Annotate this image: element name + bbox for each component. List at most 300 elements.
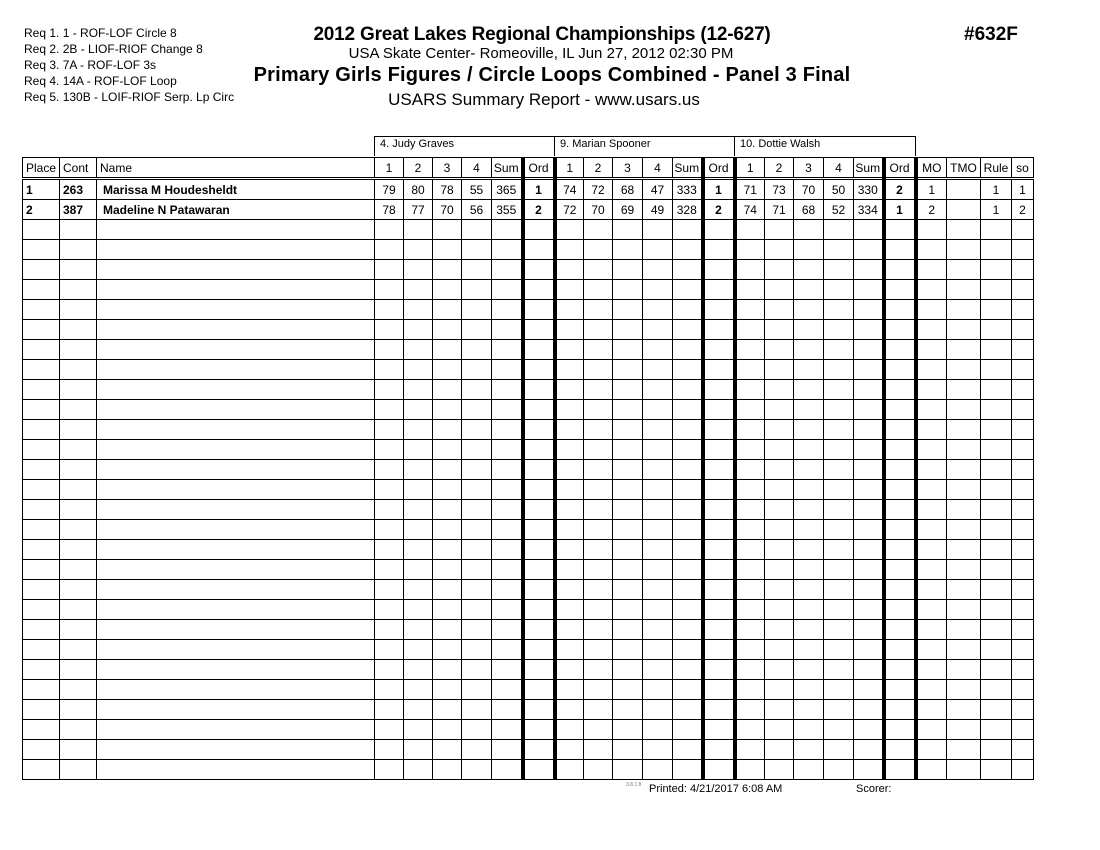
empty-cell: [584, 480, 613, 500]
empty-cell: [884, 540, 916, 560]
empty-cell: [462, 680, 492, 700]
empty-cell: [555, 520, 584, 540]
empty-cell: [97, 540, 375, 560]
empty-cell: [673, 480, 703, 500]
empty-cell: [60, 720, 97, 740]
empty-table-row: [23, 740, 1034, 760]
empty-cell: [824, 380, 854, 400]
empty-cell: [673, 340, 703, 360]
empty-cell: [433, 680, 462, 700]
empty-cell: [947, 220, 981, 240]
empty-cell: [643, 400, 673, 420]
empty-cell: [555, 480, 584, 500]
empty-cell: [523, 280, 555, 300]
empty-cell: [884, 520, 916, 540]
empty-cell: [765, 700, 794, 720]
empty-cell: [60, 740, 97, 760]
empty-cell: [794, 440, 824, 460]
empty-cell: [433, 520, 462, 540]
empty-cell: [613, 320, 643, 340]
empty-cell: [947, 300, 981, 320]
empty-cell: [884, 580, 916, 600]
empty-cell: [765, 620, 794, 640]
empty-cell: [916, 240, 947, 260]
empty-cell: [23, 440, 60, 460]
empty-cell: [1012, 560, 1034, 580]
empty-cell: [643, 320, 673, 340]
empty-cell: [673, 420, 703, 440]
empty-cell: [703, 260, 735, 280]
empty-cell: [555, 760, 584, 780]
empty-cell: [643, 720, 673, 740]
empty-cell: [765, 340, 794, 360]
empty-cell: [916, 580, 947, 600]
empty-cell: [523, 400, 555, 420]
empty-cell: [555, 400, 584, 420]
empty-cell: [1012, 260, 1034, 280]
empty-cell: [462, 300, 492, 320]
empty-cell: [555, 280, 584, 300]
empty-cell: [916, 740, 947, 760]
empty-cell: [60, 220, 97, 240]
judge-3-score-3-cell: 70: [794, 179, 824, 200]
empty-cell: [643, 300, 673, 320]
empty-cell: [765, 600, 794, 620]
empty-cell: [1012, 580, 1034, 600]
empty-cell: [981, 440, 1012, 460]
judge-1-score-4-cell: 56: [462, 200, 492, 220]
empty-cell: [23, 460, 60, 480]
empty-cell: [462, 480, 492, 500]
report-title: USARS Summary Report - www.usars.us: [388, 90, 700, 109]
empty-cell: [433, 340, 462, 360]
empty-cell: [981, 500, 1012, 520]
empty-cell: [981, 300, 1012, 320]
empty-cell: [735, 480, 765, 500]
mo-cell: 2: [916, 200, 947, 220]
empty-cell: [794, 340, 824, 360]
empty-cell: [794, 660, 824, 680]
empty-cell: [794, 600, 824, 620]
empty-cell: [703, 720, 735, 740]
empty-cell: [824, 660, 854, 680]
empty-cell: [947, 720, 981, 740]
empty-cell: [884, 360, 916, 380]
empty-cell: [23, 300, 60, 320]
empty-cell: [703, 600, 735, 620]
rule-cell: 1: [981, 179, 1012, 200]
empty-cell: [673, 380, 703, 400]
empty-cell: [613, 620, 643, 640]
empty-cell: [523, 220, 555, 240]
empty-cell: [97, 320, 375, 340]
empty-cell: [673, 260, 703, 280]
empty-cell: [555, 540, 584, 560]
col-j3-sum: Sum: [854, 158, 884, 179]
empty-cell: [404, 520, 433, 540]
empty-cell: [824, 280, 854, 300]
empty-cell: [555, 220, 584, 240]
col-j3-4: 4: [824, 158, 854, 179]
empty-cell: [947, 400, 981, 420]
empty-cell: [884, 440, 916, 460]
empty-cell: [23, 220, 60, 240]
empty-cell: [824, 500, 854, 520]
empty-cell: [375, 680, 404, 700]
empty-cell: [981, 280, 1012, 300]
empty-cell: [613, 520, 643, 540]
empty-cell: [492, 560, 523, 580]
empty-cell: [555, 680, 584, 700]
judge-3-score-4-cell: 52: [824, 200, 854, 220]
empty-cell: [1012, 680, 1034, 700]
empty-cell: [23, 260, 60, 280]
empty-cell: [375, 760, 404, 780]
empty-cell: [673, 400, 703, 420]
empty-cell: [523, 540, 555, 560]
empty-cell: [23, 420, 60, 440]
empty-cell: [584, 600, 613, 620]
empty-cell: [765, 660, 794, 680]
empty-cell: [60, 600, 97, 620]
empty-cell: [794, 380, 824, 400]
empty-cell: [523, 360, 555, 380]
empty-cell: [613, 660, 643, 680]
empty-cell: [584, 620, 613, 640]
empty-table-row: [23, 400, 1034, 420]
empty-cell: [794, 620, 824, 640]
empty-cell: [523, 440, 555, 460]
empty-cell: [916, 640, 947, 660]
empty-cell: [673, 500, 703, 520]
empty-cell: [643, 220, 673, 240]
empty-cell: [673, 600, 703, 620]
empty-cell: [584, 220, 613, 240]
empty-cell: [375, 620, 404, 640]
empty-cell: [584, 400, 613, 420]
judge-1-score-2-cell: 77: [404, 200, 433, 220]
empty-cell: [947, 680, 981, 700]
empty-cell: [884, 640, 916, 660]
empty-cell: [735, 520, 765, 540]
empty-cell: [916, 380, 947, 400]
scorer-label: Scorer:: [856, 783, 892, 795]
empty-cell: [584, 300, 613, 320]
empty-table-row: [23, 420, 1034, 440]
empty-cell: [523, 380, 555, 400]
empty-cell: [555, 300, 584, 320]
empty-cell: [673, 280, 703, 300]
empty-cell: [794, 240, 824, 260]
empty-cell: [765, 300, 794, 320]
empty-cell: [60, 280, 97, 300]
empty-cell: [492, 520, 523, 540]
col-j1-4: 4: [462, 158, 492, 179]
empty-cell: [60, 660, 97, 680]
empty-cell: [97, 480, 375, 500]
empty-cell: [947, 280, 981, 300]
empty-cell: [947, 580, 981, 600]
empty-cell: [433, 460, 462, 480]
empty-cell: [60, 380, 97, 400]
col-j3-2: 2: [765, 158, 794, 179]
empty-cell: [584, 760, 613, 780]
empty-cell: [735, 360, 765, 380]
empty-cell: [555, 580, 584, 600]
empty-cell: [97, 240, 375, 260]
empty-cell: [613, 280, 643, 300]
empty-cell: [492, 340, 523, 360]
empty-cell: [462, 760, 492, 780]
empty-cell: [884, 300, 916, 320]
empty-cell: [765, 640, 794, 660]
empty-cell: [584, 660, 613, 680]
empty-cell: [404, 480, 433, 500]
printed-timestamp: Printed: 4/21/2017 6:08 AM: [649, 783, 783, 795]
empty-cell: [884, 380, 916, 400]
empty-cell: [884, 280, 916, 300]
empty-cell: [643, 700, 673, 720]
empty-cell: [492, 640, 523, 660]
empty-cell: [492, 680, 523, 700]
empty-table-row: [23, 340, 1034, 360]
empty-cell: [23, 400, 60, 420]
event-title: Primary Girls Figures / Circle Loops Combined - Panel 3 Final: [253, 64, 851, 86]
empty-cell: [523, 700, 555, 720]
empty-cell: [854, 520, 884, 540]
empty-cell: [97, 380, 375, 400]
empty-cell: [584, 640, 613, 660]
empty-cell: [433, 440, 462, 460]
judge-3-sum-cell: 330: [854, 179, 884, 200]
empty-cell: [555, 340, 584, 360]
judge-1-score-4-cell: 55: [462, 179, 492, 200]
empty-cell: [794, 320, 824, 340]
empty-cell: [375, 280, 404, 300]
empty-cell: [375, 380, 404, 400]
cont-cell: 387: [60, 200, 97, 220]
empty-cell: [462, 260, 492, 280]
empty-cell: [854, 320, 884, 340]
empty-cell: [584, 240, 613, 260]
results-table: [22, 157, 1034, 780]
empty-cell: [462, 580, 492, 600]
judge-1-sum-cell: 365: [492, 179, 523, 200]
empty-cell: [1012, 540, 1034, 560]
empty-cell: [824, 400, 854, 420]
empty-cell: [433, 400, 462, 420]
empty-cell: [854, 660, 884, 680]
empty-cell: [492, 500, 523, 520]
empty-cell: [375, 440, 404, 460]
empty-cell: [60, 420, 97, 440]
empty-cell: [916, 620, 947, 640]
empty-cell: [462, 460, 492, 480]
judge-1-ord-cell: 2: [523, 200, 555, 220]
empty-cell: [947, 740, 981, 760]
empty-cell: [462, 540, 492, 560]
empty-cell: [433, 280, 462, 300]
empty-cell: [765, 320, 794, 340]
table-row: [23, 200, 1034, 220]
empty-cell: [433, 380, 462, 400]
empty-cell: [854, 400, 884, 420]
empty-cell: [854, 700, 884, 720]
empty-cell: [916, 260, 947, 280]
empty-cell: [584, 720, 613, 740]
empty-cell: [916, 560, 947, 580]
empty-cell: [643, 480, 673, 500]
col-j2-4: 4: [643, 158, 673, 179]
empty-cell: [673, 540, 703, 560]
judge-2-ord-cell: 1: [703, 179, 735, 200]
judge-3-score-1-cell: 74: [735, 200, 765, 220]
judge-1-score-1-cell: 79: [375, 179, 404, 200]
empty-cell: [981, 740, 1012, 760]
empty-cell: [23, 380, 60, 400]
empty-cell: [916, 340, 947, 360]
empty-cell: [462, 440, 492, 460]
empty-cell: [555, 500, 584, 520]
empty-cell: [884, 740, 916, 760]
empty-cell: [462, 700, 492, 720]
judge-3-ord-cell: 2: [884, 179, 916, 200]
empty-cell: [375, 660, 404, 680]
judge-header-2: 9. Marian Spooner: [554, 136, 735, 156]
empty-cell: [854, 740, 884, 760]
empty-cell: [462, 600, 492, 620]
empty-cell: [492, 700, 523, 720]
empty-cell: [375, 340, 404, 360]
empty-cell: [23, 660, 60, 680]
empty-cell: [492, 280, 523, 300]
empty-cell: [462, 400, 492, 420]
empty-cell: [673, 440, 703, 460]
empty-cell: [60, 240, 97, 260]
empty-cell: [97, 580, 375, 600]
col-j1-1: 1: [375, 158, 404, 179]
empty-cell: [1012, 380, 1034, 400]
empty-cell: [643, 280, 673, 300]
empty-cell: [584, 420, 613, 440]
empty-cell: [1012, 360, 1034, 380]
empty-cell: [60, 340, 97, 360]
empty-table-row: [23, 520, 1034, 540]
empty-cell: [735, 320, 765, 340]
empty-cell: [404, 460, 433, 480]
empty-cell: [584, 380, 613, 400]
empty-cell: [404, 300, 433, 320]
empty-cell: [947, 340, 981, 360]
col-j3-3: 3: [794, 158, 824, 179]
empty-table-row: [23, 220, 1034, 240]
empty-cell: [947, 540, 981, 560]
empty-cell: [765, 460, 794, 480]
empty-table-row: [23, 500, 1034, 520]
col-cont: Cont: [60, 158, 97, 179]
empty-cell: [97, 500, 375, 520]
empty-cell: [433, 480, 462, 500]
empty-cell: [1012, 500, 1034, 520]
empty-cell: [584, 700, 613, 720]
empty-cell: [735, 380, 765, 400]
empty-cell: [981, 660, 1012, 680]
judge-1-ord-cell: 1: [523, 179, 555, 200]
empty-cell: [555, 460, 584, 480]
col-j2-1: 1: [555, 158, 584, 179]
empty-cell: [97, 760, 375, 780]
empty-cell: [584, 500, 613, 520]
empty-cell: [375, 580, 404, 600]
empty-cell: [613, 540, 643, 560]
empty-cell: [916, 220, 947, 240]
empty-cell: [947, 600, 981, 620]
requirement-3: Req 3. 7A - ROF-LOF 3s: [24, 58, 157, 72]
empty-cell: [947, 620, 981, 640]
empty-cell: [794, 300, 824, 320]
empty-cell: [462, 420, 492, 440]
empty-cell: [1012, 280, 1034, 300]
empty-cell: [824, 260, 854, 280]
empty-cell: [735, 400, 765, 420]
judge-3-ord-cell: 1: [884, 200, 916, 220]
empty-cell: [673, 320, 703, 340]
empty-cell: [584, 540, 613, 560]
empty-cell: [824, 540, 854, 560]
empty-cell: [23, 360, 60, 380]
empty-cell: [643, 640, 673, 660]
empty-table-row: [23, 460, 1034, 480]
empty-cell: [643, 600, 673, 620]
empty-cell: [23, 680, 60, 700]
empty-cell: [884, 660, 916, 680]
empty-cell: [884, 500, 916, 520]
empty-cell: [854, 300, 884, 320]
empty-cell: [1012, 640, 1034, 660]
empty-cell: [794, 400, 824, 420]
empty-cell: [703, 580, 735, 600]
empty-cell: [981, 520, 1012, 540]
empty-cell: [1012, 440, 1034, 460]
empty-cell: [673, 760, 703, 780]
empty-table-row: [23, 680, 1034, 700]
event-number: #632F: [964, 24, 1018, 45]
empty-table-row: [23, 320, 1034, 340]
empty-cell: [884, 460, 916, 480]
col-j1-3: 3: [433, 158, 462, 179]
empty-table-row: [23, 260, 1034, 280]
empty-cell: [375, 720, 404, 740]
empty-table-row: [23, 300, 1034, 320]
empty-cell: [916, 420, 947, 440]
col-j1-2: 2: [404, 158, 433, 179]
empty-cell: [981, 580, 1012, 600]
empty-cell: [492, 720, 523, 740]
empty-cell: [735, 440, 765, 460]
judge-3-score-1-cell: 71: [735, 179, 765, 200]
empty-cell: [555, 700, 584, 720]
empty-cell: [735, 740, 765, 760]
empty-cell: [703, 420, 735, 440]
empty-cell: [765, 580, 794, 600]
empty-cell: [981, 260, 1012, 280]
empty-cell: [643, 460, 673, 480]
empty-cell: [643, 660, 673, 680]
empty-cell: [492, 660, 523, 680]
empty-cell: [765, 560, 794, 580]
empty-cell: [884, 720, 916, 740]
empty-cell: [735, 700, 765, 720]
